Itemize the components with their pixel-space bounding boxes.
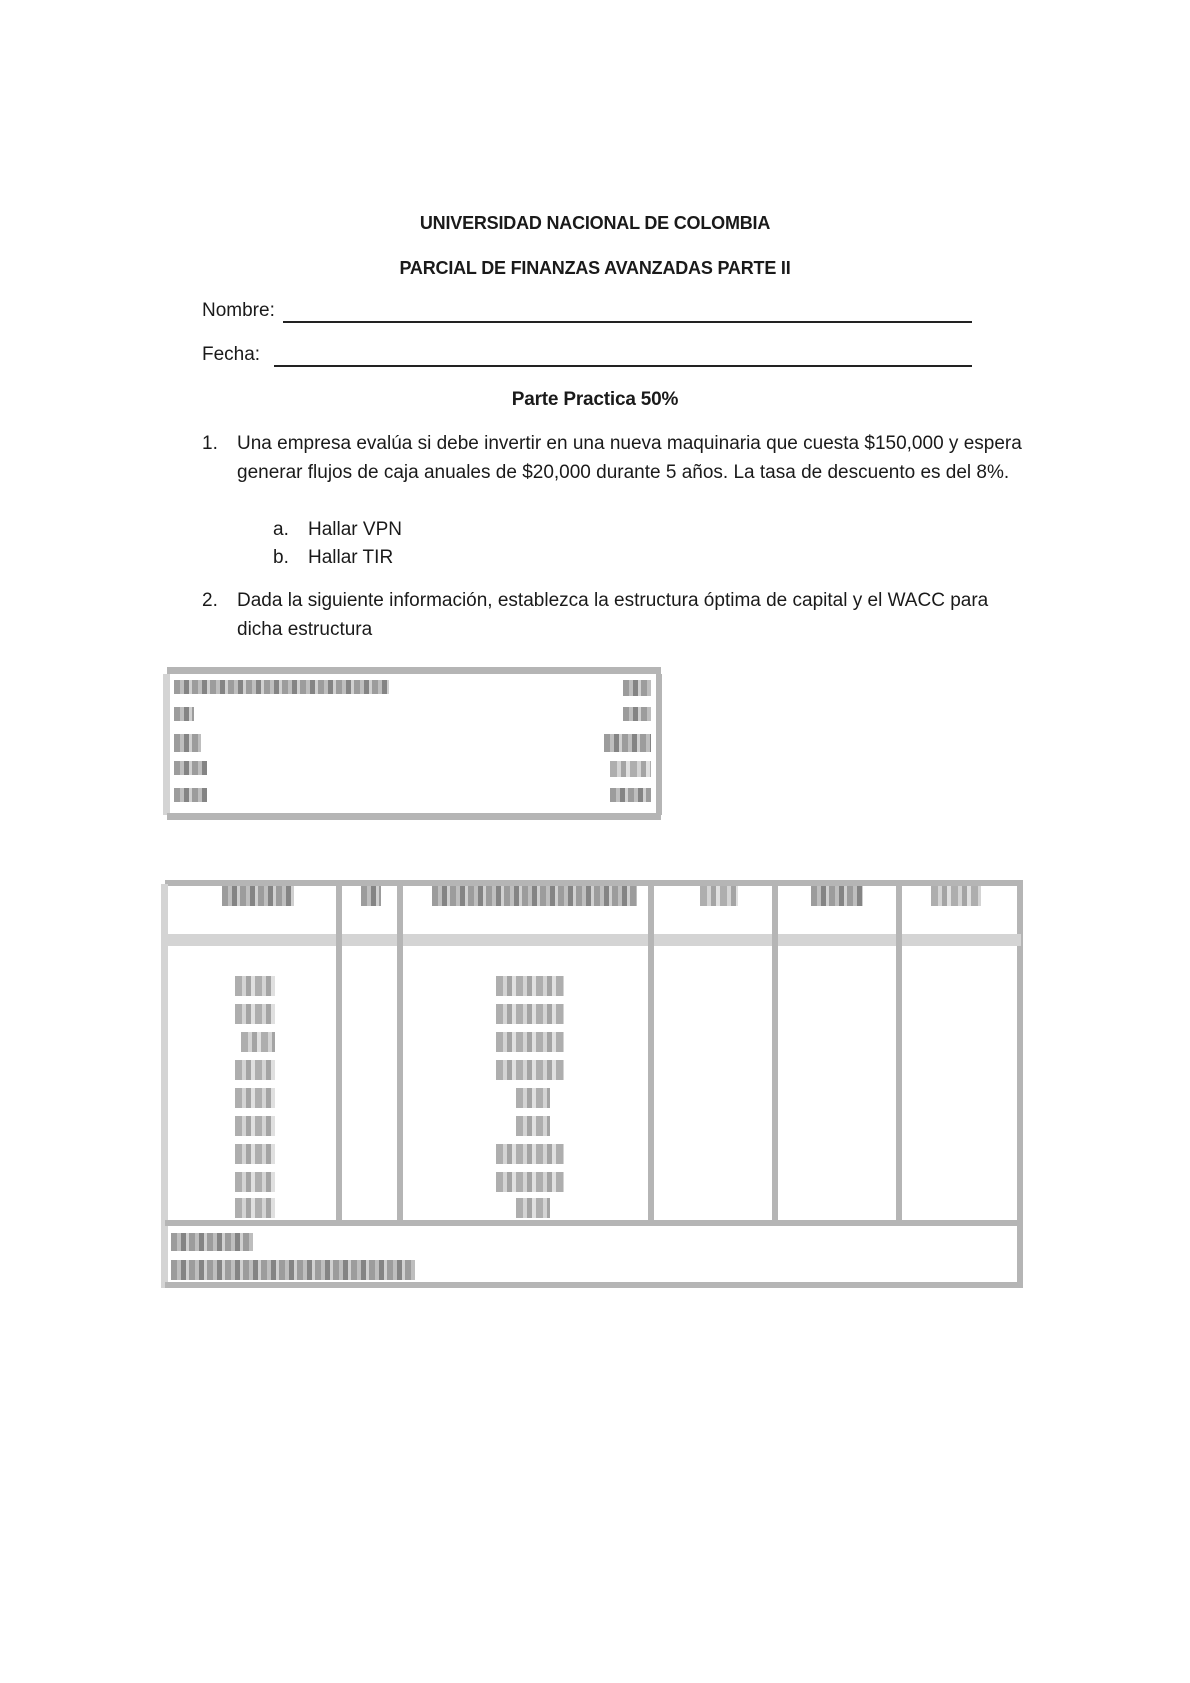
section-title: Parte Practica 50% xyxy=(511,389,679,410)
question-2-text: Dada la siguiente información, establezca la estructura óptima de capital y el WACC para dicha estructura xyxy=(237,590,989,640)
param-label-3 xyxy=(174,734,201,752)
footer-label-2 xyxy=(171,1260,415,1280)
param-value-3 xyxy=(604,734,651,752)
table-border-top xyxy=(167,667,661,674)
row-9-col-3 xyxy=(516,1198,550,1218)
column-divider-5 xyxy=(896,880,902,1224)
row-7-col-3 xyxy=(496,1144,564,1164)
row-6-col-1 xyxy=(235,1116,275,1136)
university-title: UNIVERSIDAD NACIONAL DE COLOMBIA xyxy=(419,213,771,233)
column-divider-4 xyxy=(772,880,778,1224)
param-value-4 xyxy=(610,761,651,777)
question-2-number: 2. xyxy=(202,590,218,611)
name-underline xyxy=(283,321,972,323)
column-header-5 xyxy=(811,886,863,906)
row-7-col-1 xyxy=(235,1144,275,1164)
name-field[interactable] xyxy=(202,300,972,328)
param-label-2 xyxy=(174,707,194,721)
footer-label-1 xyxy=(171,1233,253,1251)
column-header-3 xyxy=(432,886,637,906)
capital-structure-table-image xyxy=(161,880,1025,1290)
param-value-5 xyxy=(610,788,651,802)
row-8-col-1 xyxy=(235,1172,275,1192)
question-1-text: Una empresa evalúa si debe invertir en una nueva maquinaria que cuesta $150,000 y espera generar flujos de caja anuales de $20,000 durante 5 años. La tasa de descuento es del 8%. xyxy=(237,433,1022,483)
column-header-1 xyxy=(222,886,294,906)
row-4-col-1 xyxy=(235,1060,275,1080)
param-value-2 xyxy=(623,707,651,721)
param-label-5 xyxy=(174,788,207,802)
row-5-col-1 xyxy=(235,1088,275,1108)
question-1-number: 1. xyxy=(202,433,218,454)
table-border-left xyxy=(163,674,170,815)
name-label: Nombre: xyxy=(202,300,275,321)
row-3-col-3 xyxy=(496,1032,564,1052)
row-9-col-1 xyxy=(235,1198,275,1218)
footer-separator xyxy=(165,1220,1021,1226)
question-1a-letter: a. xyxy=(273,519,289,540)
question-1a-text: Hallar VPN xyxy=(308,519,402,540)
row-3-col-1 xyxy=(241,1032,275,1052)
date-field[interactable] xyxy=(202,344,972,372)
row-6-col-3 xyxy=(516,1116,550,1136)
row-4-col-3 xyxy=(496,1060,564,1080)
date-label: Fecha: xyxy=(202,344,261,365)
question-1b-text: Hallar TIR xyxy=(308,547,394,568)
column-divider-3 xyxy=(648,880,654,1224)
row-2-col-1 xyxy=(235,1004,275,1024)
date-underline xyxy=(274,365,972,367)
row-8-col-3 xyxy=(496,1172,564,1192)
row-2-col-3 xyxy=(496,1004,564,1024)
column-header-4 xyxy=(700,886,738,906)
row-1-col-3 xyxy=(496,976,564,996)
exam-title: PARCIAL DE FINANZAS AVANZADAS PARTE II xyxy=(399,258,791,278)
question-1b-letter: b. xyxy=(273,547,289,568)
header-separator xyxy=(165,934,1021,946)
column-divider-2 xyxy=(397,880,403,1224)
row-1-col-1 xyxy=(235,976,275,996)
param-label-1 xyxy=(174,680,389,694)
row-5-col-3 xyxy=(516,1088,550,1108)
parameters-table-image xyxy=(163,667,663,821)
param-label-4 xyxy=(174,761,207,775)
table-border-bottom xyxy=(167,813,661,820)
table-border-right xyxy=(656,674,662,815)
column-header-2 xyxy=(361,886,381,906)
table-border-bottom xyxy=(165,1282,1023,1288)
param-value-1 xyxy=(623,680,651,696)
column-header-6 xyxy=(931,886,981,906)
column-divider-1 xyxy=(336,880,342,1224)
